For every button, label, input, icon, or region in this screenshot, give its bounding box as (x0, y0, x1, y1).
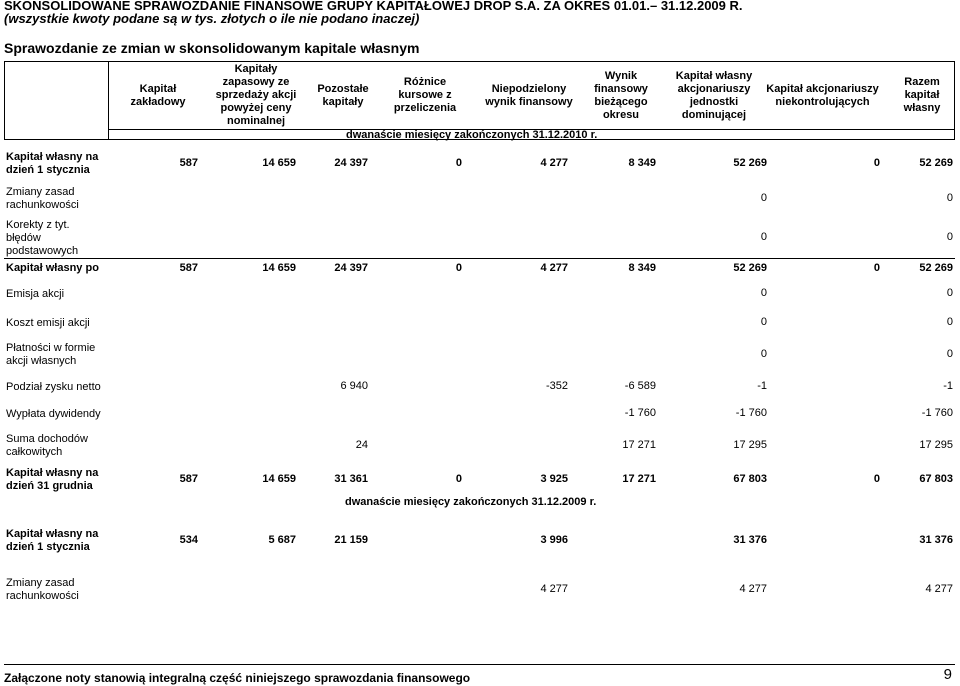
cell-roznice-kursowe: 0 (455, 261, 462, 274)
row-label: Podział zysku netto (6, 380, 101, 393)
cell-kapital-jednostki-dominujacej: 0 (760, 348, 767, 360)
cell-wynik-biezacy: 17 271 (622, 439, 656, 451)
cell-kapital-jednostki-dominujacej: 0 (760, 192, 767, 204)
cell-kapital-jednostki-dominujacej: -1 (757, 380, 767, 392)
cell-razem: 0 (946, 287, 953, 299)
col-header-kapital-zapasowy: Kapitały zapasowy ze sprzedaży akcji powyżej ceny nominalnej (215, 63, 297, 127)
cell-wynik-biezacy: -6 589 (624, 380, 656, 392)
col-header-pozostale-kapitaly: Pozostałe kapitały (317, 82, 369, 108)
document-subtitle: (wszystkie kwoty podane są w tys. złotych o ile nie podano inaczej) (4, 11, 420, 26)
row-divider (4, 258, 955, 259)
cell-niepodzielony-wynik: 4 277 (540, 157, 568, 169)
cell-wynik-biezacy: 8 349 (628, 261, 656, 274)
cell-kapital-jednostki-dominujacej: 31 376 (733, 534, 767, 546)
cell-kapital-jednostki-dominujacej: 0 (760, 316, 767, 328)
row-label: Korekty z tyt. błędów podstawowych (6, 218, 79, 257)
col-header-kapital-jednostki-dominujacej: Kapitał własny akcjonariuszy jednostki dominującej (675, 69, 753, 121)
cell-kapital-zapasowy: 5 687 (268, 534, 296, 546)
cell-pozostale-kapitaly: 24 397 (334, 261, 368, 274)
cell-kapital-zapasowy: 14 659 (262, 261, 296, 274)
row-label: Kapitał własny na dzień 31 grudnia (6, 467, 99, 492)
cell-razem: 0 (946, 192, 953, 204)
cell-kapital-jednostki-dominujacej: 4 277 (739, 583, 767, 595)
col-header-niepodzielony-wynik: Niepodzielony wynik finansowy (485, 82, 573, 108)
cell-kapital-niekontrolujacych: 0 (873, 261, 880, 274)
cell-razem: -1 (943, 380, 953, 392)
cell-niepodzielony-wynik: 3 996 (540, 534, 568, 546)
cell-niepodzielony-wynik: 4 277 (540, 583, 568, 595)
row-label: Płatności w formie akcji własnych (6, 342, 96, 367)
row-label: Koszt emisji akcji (6, 316, 90, 329)
cell-razem: 31 376 (919, 534, 953, 546)
period-label-2009: dwanaście miesięcy zakończonych 31.12.2009 r. (345, 496, 597, 508)
cell-kapital-zakladowy: 587 (179, 261, 198, 274)
row-label: Kapitał własny na dzień 1 stycznia (6, 151, 99, 176)
cell-razem: 4 277 (925, 583, 953, 595)
cell-wynik-biezacy: 17 271 (622, 473, 656, 485)
col-header-razem: Razem kapitał własny (903, 76, 941, 114)
document-title: SKONSOLIDOWANE SPRAWOZDANIE FINANSOWE GRUPY KAPITAŁOWEJ DROP S.A. ZA OKRES 01.01.– 31.12.2009 R. (4, 0, 743, 13)
row-label: Kapitał własny po (6, 262, 99, 274)
cell-kapital-jednostki-dominujacej: 17 295 (733, 439, 767, 451)
table-header (4, 61, 955, 140)
period-label-2010: dwanaście miesięcy zakończonych 31.12.2010 r. (346, 129, 598, 141)
cell-roznice-kursowe: 0 (455, 157, 462, 169)
cell-kapital-jednostki-dominujacej: 52 269 (733, 261, 767, 274)
cell-pozostale-kapitaly: 31 361 (334, 473, 368, 485)
col-header-roznice-kursowe: Różnice kursowe z przeliczenia (393, 76, 457, 114)
cell-razem: 52 269 (919, 261, 953, 274)
row-label: Zmiany zasad rachunkowości (6, 577, 79, 602)
col-header-kapital-niekontrolujacych: Kapitał akcjonariuszy niekontrolujących (766, 82, 879, 108)
cell-kapital-niekontrolujacych: 0 (873, 157, 880, 169)
cell-niepodzielony-wynik: -352 (545, 380, 568, 392)
report-title: Sprawozdanie ze zmian w skonsolidowanym kapitale własnym (4, 40, 420, 56)
cell-kapital-jednostki-dominujacej: 0 (760, 231, 767, 243)
cell-kapital-jednostki-dominujacej: -1 760 (735, 407, 767, 419)
col-header-kapital-zakladowy: Kapitał zakładowy (130, 82, 186, 108)
row-label: Zmiany zasad rachunkowości (6, 186, 79, 211)
cell-pozostale-kapitaly: 24 (355, 439, 368, 451)
cell-kapital-zakladowy: 587 (179, 157, 198, 169)
cell-wynik-biezacy: 8 349 (628, 157, 656, 169)
row-label: Emisja akcji (6, 287, 65, 300)
cell-razem: 52 269 (919, 157, 953, 169)
cell-kapital-jednostki-dominujacej: 52 269 (733, 157, 767, 169)
cell-razem: -1 760 (921, 407, 953, 419)
cell-niepodzielony-wynik: 3 925 (540, 473, 568, 485)
cell-pozostale-kapitaly: 21 159 (334, 534, 368, 546)
footer-note: Załączone noty stanowią integralną część niniejszego sprawozdania finansowego (4, 671, 471, 685)
row-label: Kapitał własny na dzień 1 stycznia (6, 528, 99, 553)
row-label: Wypłata dywidendy (6, 407, 101, 420)
cell-razem: 0 (946, 231, 953, 243)
cell-wynik-biezacy: -1 760 (624, 407, 656, 419)
cell-pozostale-kapitaly: 6 940 (340, 380, 368, 392)
cell-kapital-zapasowy: 14 659 (262, 473, 296, 485)
cell-razem: 0 (946, 348, 953, 360)
cell-kapital-jednostki-dominujacej: 67 803 (733, 473, 767, 485)
cell-kapital-zakladowy: 587 (179, 473, 198, 485)
footer-divider (4, 664, 955, 665)
cell-razem: 0 (946, 316, 953, 328)
cell-kapital-jednostki-dominujacej: 0 (760, 287, 767, 299)
col-header-wynik-biezacy: Wynik finansowy bieżącego okresu (594, 69, 648, 121)
cell-kapital-niekontrolujacych: 0 (873, 473, 880, 485)
cell-roznice-kursowe: 0 (455, 473, 462, 485)
cell-niepodzielony-wynik: 4 277 (540, 261, 568, 274)
page-number: 9 (943, 666, 952, 683)
cell-razem: 17 295 (919, 439, 953, 451)
row-label: Suma dochodów całkowitych (6, 433, 88, 458)
cell-kapital-zakladowy: 534 (179, 534, 198, 546)
cell-razem: 67 803 (919, 473, 953, 485)
cell-kapital-zapasowy: 14 659 (262, 157, 296, 169)
cell-pozostale-kapitaly: 24 397 (334, 157, 368, 169)
